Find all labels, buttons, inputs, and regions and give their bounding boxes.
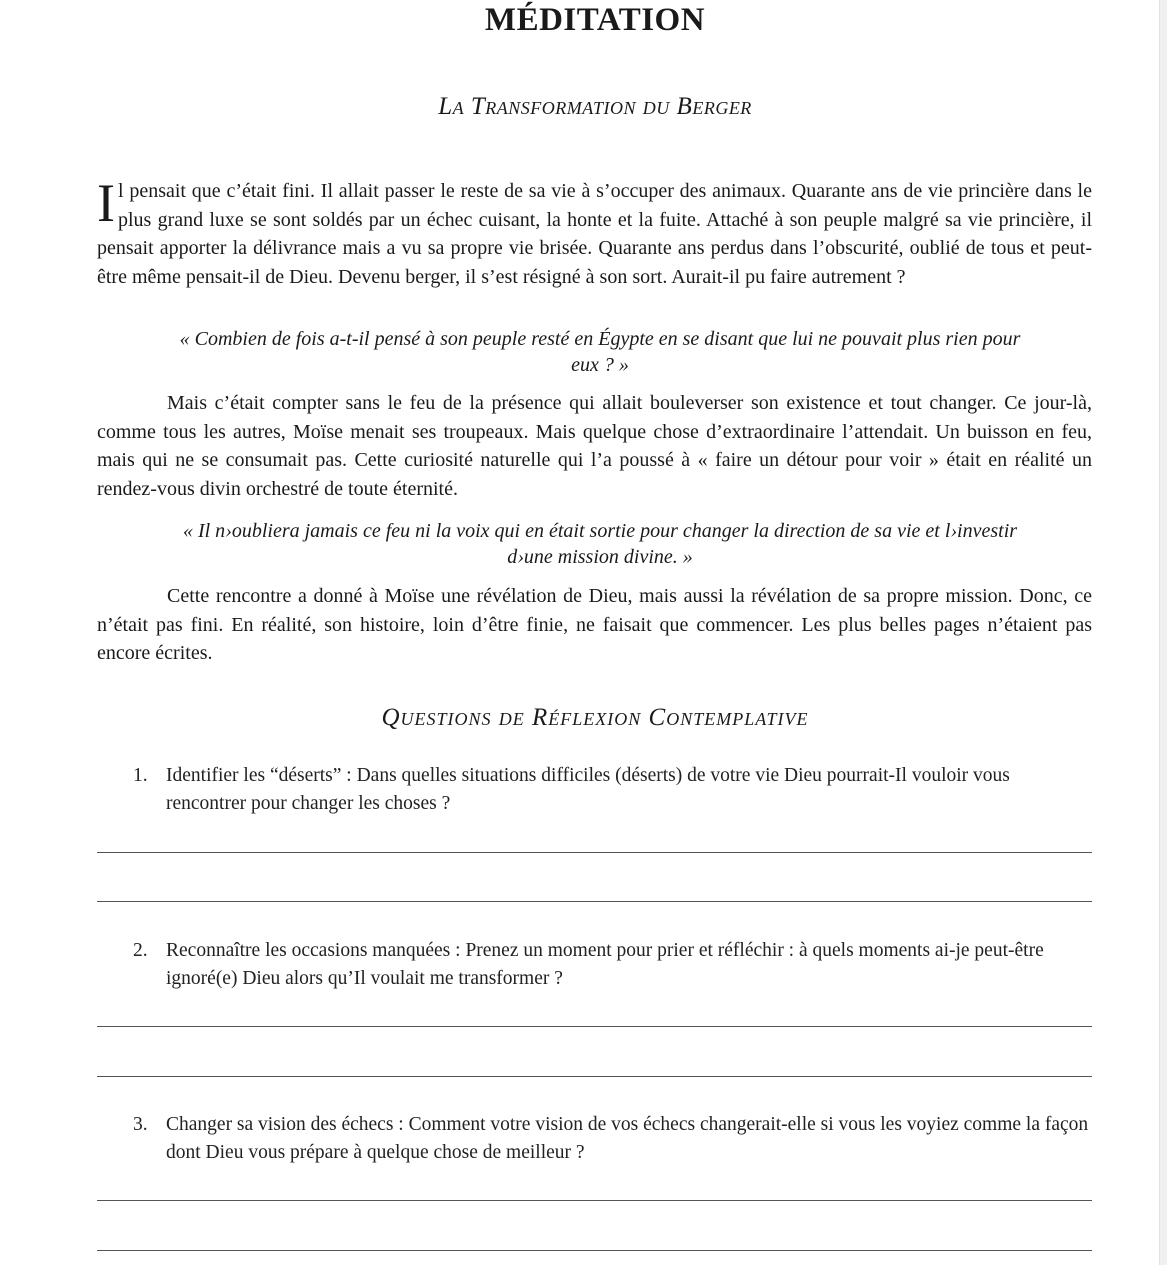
drop-cap: I [97,173,115,233]
pull-quote-2: « Il n›oubliera jamais ce feu ni la voix qui en était sortie pour changer la direction de sa vie et l›investir d›une mission divine. » [182,520,1018,568]
question-number: 2. [133,940,148,961]
paragraph-intro [97,173,1092,291]
question-text: Identifier les “déserts” : Dans quelles situations difficiles (déserts) de votre vie Dieu pourrait-Il vouloir vous rencontrer pour changer les choses ? [166,765,1010,814]
question-item-1 [133,762,1093,817]
answer-line[interactable] [97,1026,1092,1027]
page-title: MÉDITATION [484,2,706,38]
question-number: 3. [133,1114,148,1135]
question-text: Reconnaître les occasions manquées : Prenez un moment pour prier et réfléchir : à quels moments ai-je peut-être ignoré(e) Dieu alors qu’Il voulait me transformer ? [166,940,1044,989]
subtitle: La Transformation du Berger [438,93,752,120]
question-number: 1. [133,765,148,786]
paragraph-burning-bush: Mais c’était compter sans le feu de la présence qui allait bouleverser son existence et tout changer. Ce jour-là, comme tous les autres, Moïse menait ses troupeaux. Mais quelque chose d’extraordinaire l’attendait. Un buisson en feu, mais qui ne se consumait pas. Cette curiosité naturelle qui l’a poussé à « faire un détour pour voir » était en réalité un rendez-vous divin orchestré de toute éternité. [97,392,1092,500]
page-edge [1159,0,1167,1265]
question-item-2 [133,937,1093,992]
paragraph-revelation: Cette rencontre a donné à Moïse une révélation de Dieu, mais aussi la révélation de sa propre mission. Donc, ce n’était pas fini. En réalité, son histoire, loin d’être finie, ne faisait que commencer. Les plus belles pages n’étaient pas encore écrites. [97,585,1092,665]
question-text: Changer sa vision des échecs : Comment votre vision de vos échecs changerait-elle si vous les voyiez comme la façon dont Dieu vous prépare à quelque chose de meilleur ? [166,1114,1089,1163]
paragraph-intro-text: l pensait que c’était fini. Il allait passer le reste de sa vie à s’occuper des animaux. Quarante ans de vie princière dans le plus grand luxe se sont soldés par un échec cuisant, la honte et la fuite. Attaché à son peuple malgré sa vie princière, il pensait apporter la délivrance mais a vu sa propre vie brisée. Quarante ans perdus dans l’obscurité, oublié de tous et peut-être même pensait-il de Dieu. Devenu berger, il s’est résigné à son sort. Aurait-il pu faire autrement ? [97,180,1092,288]
answer-line[interactable] [97,1200,1092,1201]
answer-line[interactable] [97,1076,1092,1077]
answer-line[interactable] [97,1250,1092,1251]
question-item-3 [133,1111,1093,1166]
questions-heading: Questions de Réflexion Contemplative [381,704,809,731]
answer-line[interactable] [97,901,1092,902]
answer-line[interactable] [97,852,1092,853]
pull-quote-1: « Combien de fois a-t-il pensé à son peuple resté en Égypte en se disant que lui ne pouvait plus rien pour eux ? » [179,328,1021,376]
